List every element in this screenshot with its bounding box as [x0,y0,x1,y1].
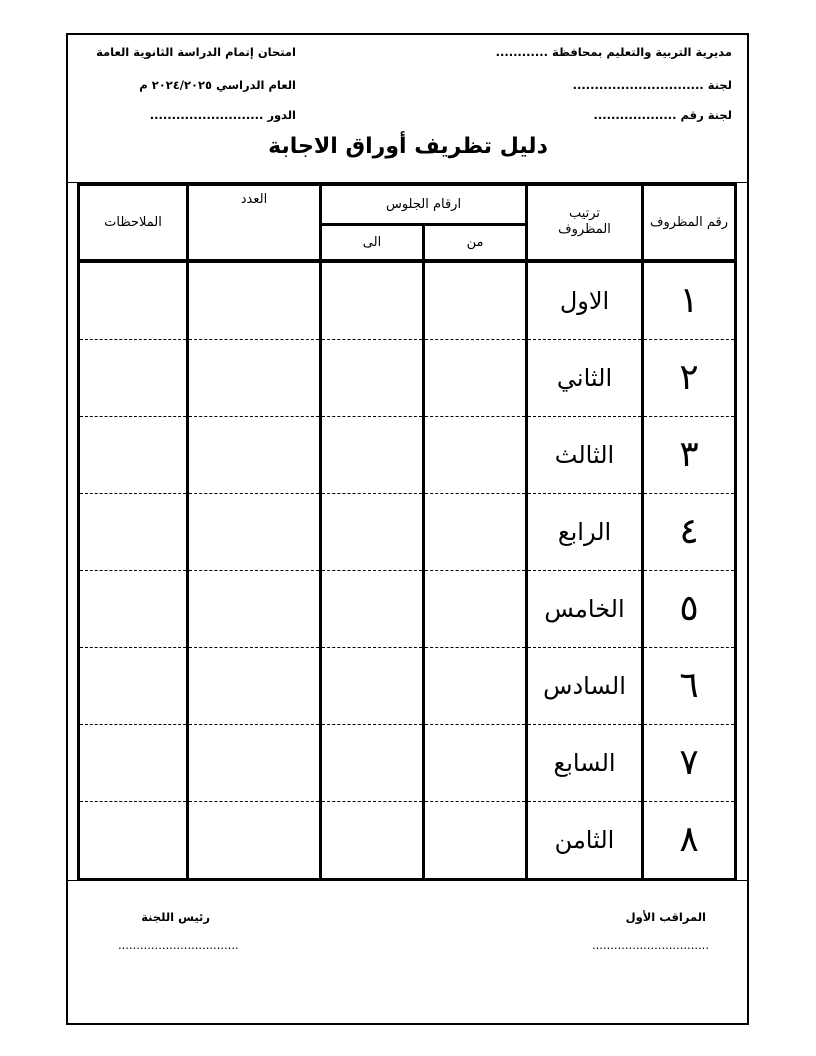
committee-label: لجنة .............................. [572,78,732,92]
envelope-number: ٤ [643,493,736,570]
page-title: دليل تظريف أوراق الاجابة [268,134,548,159]
exam-label: امتحان إتمام الدراسة الثانوية العامة [96,45,296,59]
envelope-order: الرابع [527,493,643,570]
count-cell [188,647,321,724]
academic-year-label: العام الدراسي ٢٠٢٤/٢٠٢٥ م [139,78,296,92]
round-label: الدور .......................... [149,108,296,122]
count-cell [188,801,321,879]
envelope-order: الاول [527,261,643,340]
table-row [79,416,736,493]
col-count: العدد [188,185,321,261]
directorate-label: مديرية التربية والتعليم بمحافظة ............ [495,45,732,59]
envelope-order: الثالث [527,416,643,493]
envelope-order: الثامن [527,801,643,879]
col-seat-numbers: ارقام الجلوس [321,185,527,225]
first-observer-label: المراقب الأول [625,910,706,924]
seat-to-cell [321,724,424,801]
col-envelope-order [527,185,643,261]
seat-from-cell [424,339,527,416]
table-row [79,647,736,724]
col-envelope-order-text: ترتيب المظروف [558,206,611,238]
count-cell [188,493,321,570]
col-notes: الملاحظات [79,185,188,261]
notes-cell [79,339,188,416]
col-from: من [424,225,527,261]
envelope-order: الخامس [527,570,643,647]
seat-from-cell [424,493,527,570]
seat-from-cell [424,724,527,801]
envelope-number: ٢ [643,339,736,416]
envelope-number: ٨ [643,801,736,879]
seat-from-cell [424,570,527,647]
table-row [79,724,736,801]
notes-cell [79,647,188,724]
seat-from-cell [424,801,527,879]
notes-cell [79,801,188,879]
col-envelope-number: رقم المظروف [643,185,736,261]
table-row [79,801,736,879]
notes-cell [79,724,188,801]
envelope-number: ٣ [643,416,736,493]
table-row [79,339,736,416]
notes-cell [79,493,188,570]
seat-to-cell [321,493,424,570]
envelope-order: السابع [527,724,643,801]
count-cell [188,261,321,340]
count-cell [188,570,321,647]
count-cell [188,416,321,493]
seat-to-cell [321,339,424,416]
seat-to-cell [321,570,424,647]
committee-number-label: لجنة رقم ................... [593,108,732,122]
seat-to-cell [321,416,424,493]
first-observer-signature-line: ................................ [592,938,709,952]
table-row [79,493,736,570]
envelope-number: ١ [643,261,736,340]
count-cell [188,724,321,801]
notes-cell [79,261,188,340]
seat-from-cell [424,261,527,340]
seat-to-cell [321,647,424,724]
envelope-number: ٧ [643,724,736,801]
envelope-number: ٦ [643,647,736,724]
seat-from-cell [424,416,527,493]
seat-to-cell [321,261,424,340]
table-row [79,261,736,340]
envelope-order: السادس [527,647,643,724]
envelopes-table [77,183,737,881]
committee-head-signature-line: ................................. [118,938,239,952]
envelope-order: الثاني [527,339,643,416]
notes-cell [79,416,188,493]
envelope-number: ٥ [643,570,736,647]
notes-cell [79,570,188,647]
seat-to-cell [321,801,424,879]
committee-head-label: رئيس اللجنة [141,910,210,924]
table-row [79,570,736,647]
col-to: الى [321,225,424,261]
count-cell [188,339,321,416]
seat-from-cell [424,647,527,724]
